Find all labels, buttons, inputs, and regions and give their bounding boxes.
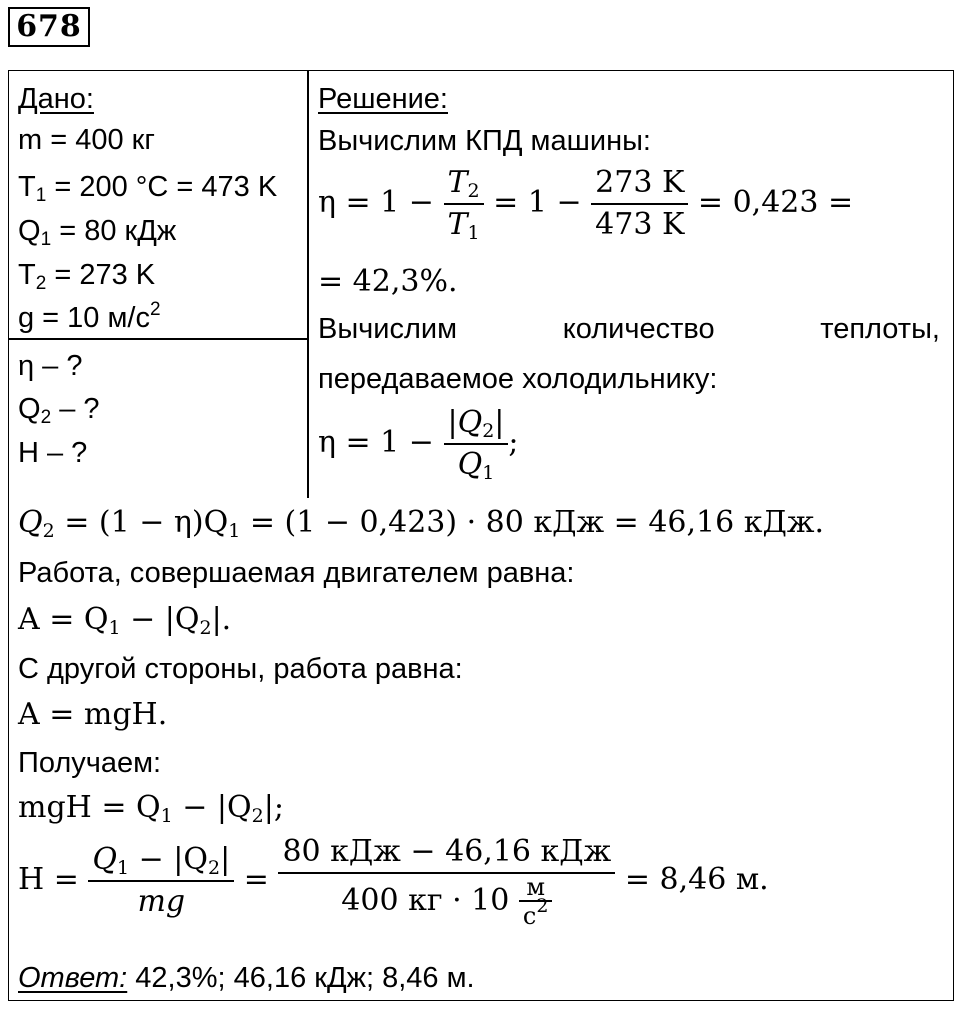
h-symbolic-fraction: $\frac{Q_1 - |Q_2|}{mg}$ <box>88 840 234 922</box>
mgh-equation: A = mgH. <box>18 697 168 732</box>
problem-number: 678 <box>8 7 90 47</box>
given-g: g = 10 $м/с^2$ <box>18 299 161 334</box>
solution-heading: Решение: <box>318 83 448 115</box>
given-mass: m = 400 кг <box>18 124 155 156</box>
mgh-q-equation: mgH = $Q_1 - |Q_2|$; <box>18 790 284 827</box>
get-text: Получаем: <box>18 747 162 779</box>
work-text: Работа, совершаемая двигателем равна: <box>18 557 575 589</box>
find-q2: $Q_2$ – ? <box>18 393 100 428</box>
given-t1: $T_1 = 200$ °C = 473 K <box>18 171 278 206</box>
efficiency-equation: η = 1 − $\frac{T_2}{T_1}$ = 1 − $\frac{273 K}{473 K}$ = 0,423 = <box>318 165 854 244</box>
height-equation: H = $\frac{Q_1 - |Q_2|}{mg}$ = 80 кДж − 46,16 кДж 400 кг · 10 $\frac{м}{с^2}$ = 8,46 м. <box>18 834 769 930</box>
column-divider <box>307 70 309 498</box>
given-find-divider <box>8 338 308 340</box>
given-t2: $T_2 = 273$ K <box>18 259 156 294</box>
temperature-fraction: $\frac{273 K}{473 K}$ <box>591 163 688 245</box>
answer-line: Ответ: 42,3%; 46,16 кДж; 8,46 м. <box>18 962 475 994</box>
find-h: H – ? <box>18 437 88 469</box>
t2-over-t1-fraction: $\frac{T_2}{T_1}$ <box>444 163 484 245</box>
h-numeric-fraction: 80 кДж − 46,16 кДж 400 кг · 10 $\frac{м}{с^2}$ <box>278 832 615 930</box>
eta-q-equation: η = 1 − $\frac{|Q_2|}{Q_1}$ ; <box>318 405 519 484</box>
solution-efficiency-text: Вычислим КПД машины: <box>318 125 651 157</box>
given-heading: Дано: <box>18 83 94 115</box>
given-q1: $Q_1 = 80$ кДж <box>18 215 177 250</box>
unit-fraction: $\frac{м}{с^2}$ <box>519 874 553 930</box>
efficiency-percent: = 42,3%. <box>318 264 458 299</box>
q2-over-q1-fraction: $\frac{|Q_2|}{Q_1}$ <box>444 403 509 485</box>
work-equation: $A = Q_1 - |Q_2|$. <box>18 602 232 639</box>
heat-text-line: Вычислим количество теплоты, <box>318 313 940 345</box>
heat-text-line2: передаваемое холодильнику: <box>318 363 718 395</box>
other-side-text: С другой стороны, работа равна: <box>18 653 463 685</box>
q2-equation: $Q_2 = (1 - \eta)Q_1 = (1 - 0,423) \cdot 80$ кДж = 46,16 кДж. <box>18 505 825 542</box>
find-eta: η – ? <box>18 350 83 382</box>
